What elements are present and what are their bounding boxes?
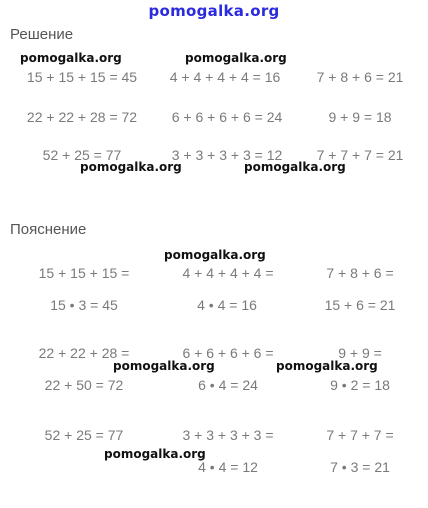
- watermark: pomogalka.org: [104, 447, 206, 461]
- explanation-line: 9 + 9 =: [338, 345, 382, 361]
- watermark: pomogalka.org: [113, 359, 215, 373]
- solution-equation: 9 + 9 = 18: [328, 109, 392, 125]
- explanation-line: 15 + 6 = 21: [324, 297, 396, 313]
- explanation-line: 6 + 6 + 6 + 6 =: [182, 345, 274, 361]
- watermark: pomogalka.org: [164, 248, 266, 262]
- explanation-line: 7 + 7 + 7 =: [326, 427, 394, 443]
- explanation-line: 15 • 3 = 45: [50, 297, 118, 313]
- site-logo: pomogalka.org: [148, 2, 280, 20]
- solution-equation: 7 + 8 + 6 = 21: [316, 69, 404, 85]
- solution-equation: 15 + 15 + 15 = 45: [26, 69, 138, 85]
- watermark: pomogalka.org: [185, 51, 287, 65]
- explanation-line: 6 • 4 = 24: [198, 377, 258, 393]
- solution-equation: 22 + 22 + 28 = 72: [26, 109, 138, 125]
- solution-equation: 7 + 7 + 7 = 21: [316, 147, 404, 163]
- explanation-line: 4 • 4 = 16: [197, 297, 257, 313]
- explanation-line: 52 + 25 = 77: [44, 427, 124, 443]
- watermark: pomogalka.org: [276, 359, 378, 373]
- solution-equation: 52 + 25 = 77: [42, 147, 122, 163]
- watermark: pomogalka.org: [244, 160, 346, 174]
- explanation-line: 7 • 3 = 21: [330, 459, 390, 475]
- explanation-line: 7 + 8 + 6 =: [326, 265, 394, 281]
- solution-equation: 3 + 3 + 3 + 3 = 12: [171, 147, 283, 163]
- explanation-line: 22 + 50 = 72: [44, 377, 124, 393]
- explanation-heading: Пояснение: [10, 221, 87, 238]
- solution-equation: 4 + 4 + 4 + 4 = 16: [169, 69, 281, 85]
- solution-heading: Решение: [10, 26, 74, 43]
- watermark: pomogalka.org: [80, 160, 182, 174]
- explanation-line: 4 + 4 + 4 + 4 =: [182, 265, 274, 281]
- solution-equation: 6 + 6 + 6 + 6 = 24: [171, 109, 283, 125]
- explanation-line: 4 • 4 = 12: [198, 459, 258, 475]
- watermark: pomogalka.org: [20, 51, 122, 65]
- explanation-line: 9 • 2 = 18: [330, 377, 390, 393]
- explanation-line: 3 + 3 + 3 + 3 =: [182, 427, 274, 443]
- explanation-line: 15 + 15 + 15 =: [38, 265, 130, 281]
- explanation-line: 22 + 22 + 28 =: [38, 345, 130, 361]
